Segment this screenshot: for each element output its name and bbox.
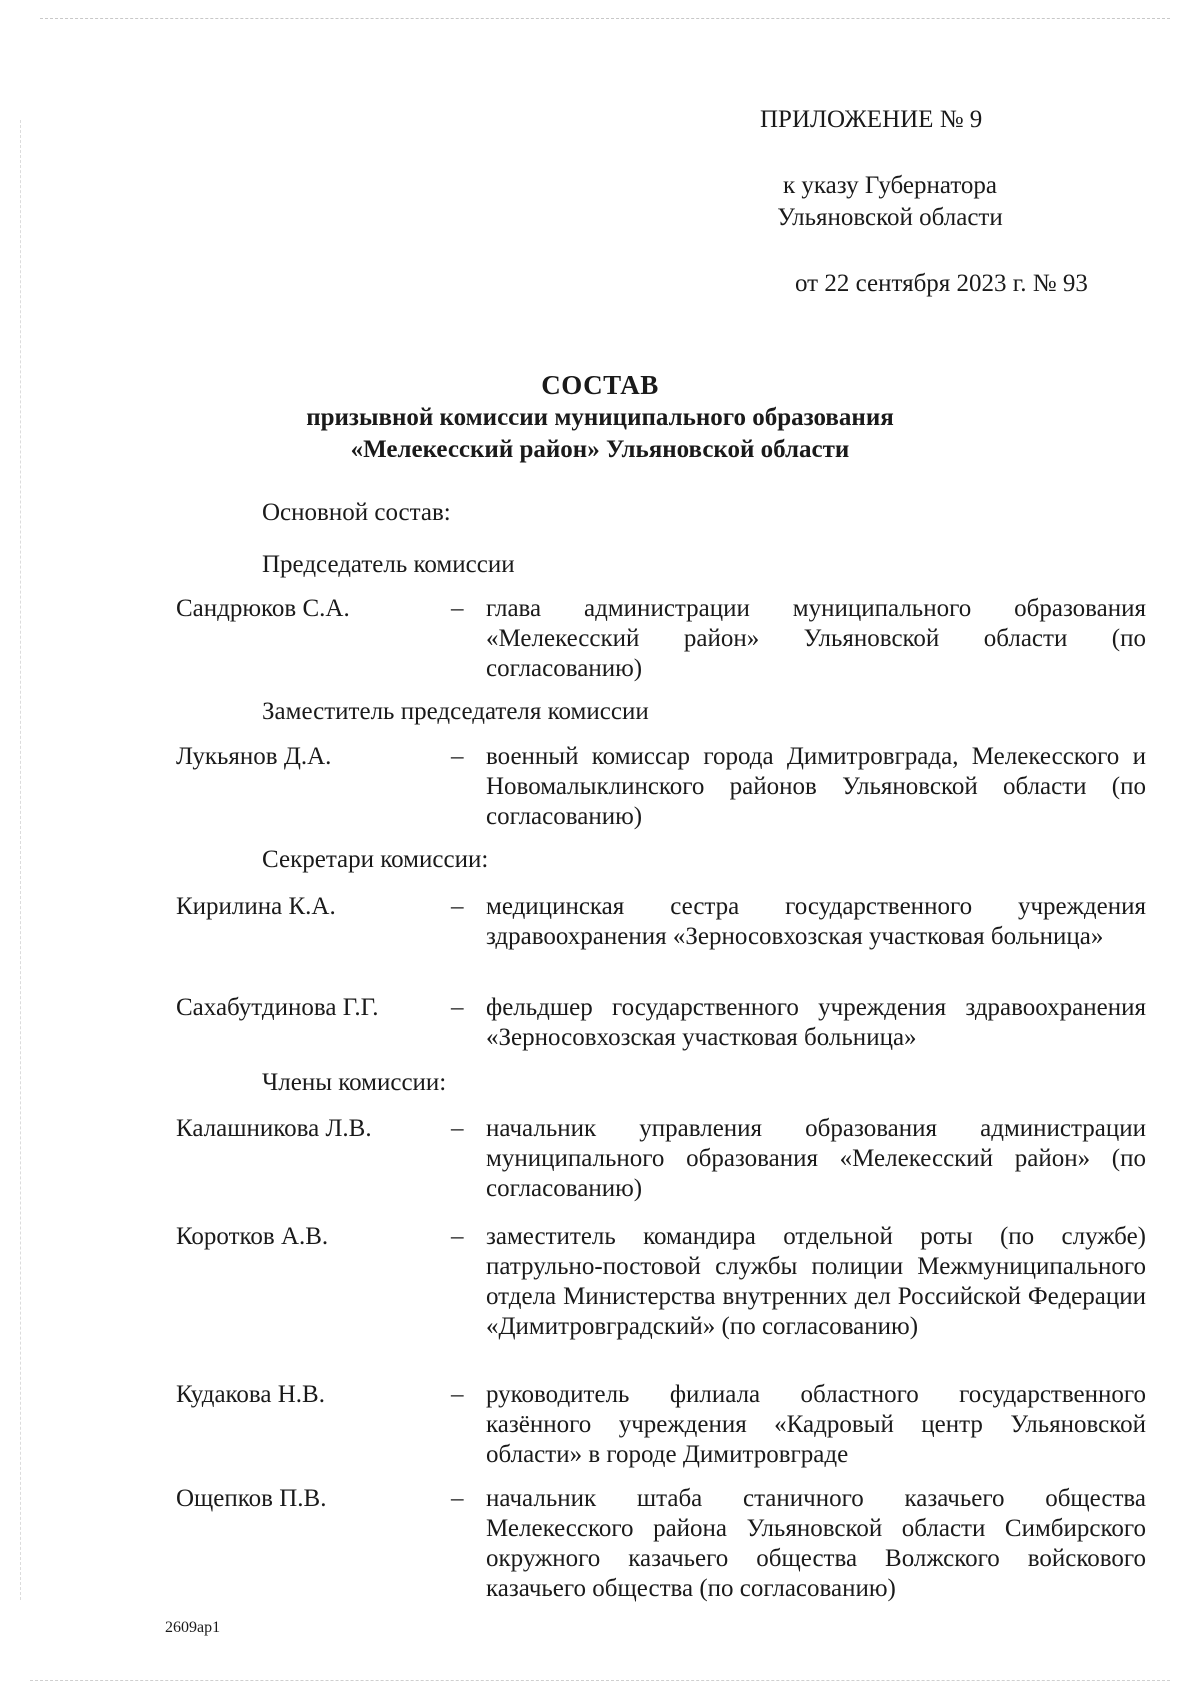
member-dash: –	[451, 893, 464, 920]
member-name: Сандрюков С.А.	[176, 595, 350, 622]
member-name: Лукьянов Д.А.	[176, 743, 332, 770]
section-chairman: Председатель комиссии	[262, 551, 515, 578]
member-dash: –	[451, 743, 464, 770]
section-deputy: Заместитель председателя комиссии	[262, 698, 649, 725]
decree-line-1: к указу Губернатора	[782, 172, 998, 199]
footer-document-code: 2609ap1	[165, 1619, 221, 1636]
member-dash: –	[451, 1223, 464, 1250]
member-role: военный комиссар города Димитровграда, Мелекесского и Новомалыклинского районов Ульяновской области (по согласованию)	[486, 743, 1146, 830]
member-role: руководитель филиала областного государственного казённого учреждения «Кадровый центр Ульяновской области» в городе Димитровграде	[486, 1381, 1146, 1468]
member-role: глава администрации муниципального образования «Мелекесский район» Ульяновской области (по согласованию)	[486, 595, 1146, 682]
member-name: Ощепков П.В.	[176, 1485, 327, 1512]
scan-artifact-bottom	[30, 1680, 1170, 1681]
member-name: Коротков А.В.	[176, 1223, 329, 1250]
member-role: начальник штаба станичного казачьего общества Мелекесского района Ульяновской области Симбирского окружного казачьего общества Волжского войскового казачьего общества (по согласованию)	[486, 1485, 1146, 1602]
subtitle-line-2: «Мелекесский район» Ульяновской области	[350, 436, 850, 463]
member-role: медицинская сестра государственного учреждения здравоохранения «Зерносовхозская участковая больница»	[486, 893, 1146, 950]
appendix-number: ПРИЛОЖЕНИЕ № 9	[760, 106, 983, 133]
section-secretaries: Секретари комиссии:	[262, 846, 489, 873]
member-name: Кирилина К.А.	[176, 893, 336, 920]
member-name: Сахабутдинова Г.Г.	[176, 994, 379, 1021]
member-dash: –	[451, 1115, 464, 1142]
member-name: Калашникова Л.В.	[176, 1115, 372, 1142]
section-members: Члены комиссии:	[262, 1069, 447, 1096]
document-title: СОСТАВ	[541, 370, 659, 400]
scan-artifact-left	[20, 120, 21, 1600]
member-name: Кудакова Н.В.	[176, 1381, 325, 1408]
member-role: фельдшер государственного учреждения здравоохранения «Зерносовхозская участковая больница»	[486, 994, 1146, 1051]
member-dash: –	[451, 1485, 464, 1512]
member-role: заместитель командира отдельной роты (по службе) патрульно-постовой службы полиции Межмуниципального отдела Министерства внутренних дел Российской Федерации «Димитровградский» (по согласованию)	[486, 1223, 1146, 1340]
member-dash: –	[451, 595, 464, 622]
decree-date: от 22 сентября 2023 г. № 93	[795, 270, 1088, 297]
member-role: начальник управления образования администрации муниципального образования «Мелекесский район» (по согласованию)	[486, 1115, 1146, 1202]
member-dash: –	[451, 994, 464, 1021]
decree-reference	[760, 170, 1020, 234]
section-main-composition: Основной состав:	[262, 499, 451, 526]
decree-line-2: Ульяновской области	[777, 204, 1003, 231]
subtitle-line-1: призывной комиссии муниципального образования	[306, 404, 894, 431]
document-subtitle	[0, 402, 1200, 466]
scan-artifact-top	[40, 18, 1170, 19]
member-dash: –	[451, 1381, 464, 1408]
